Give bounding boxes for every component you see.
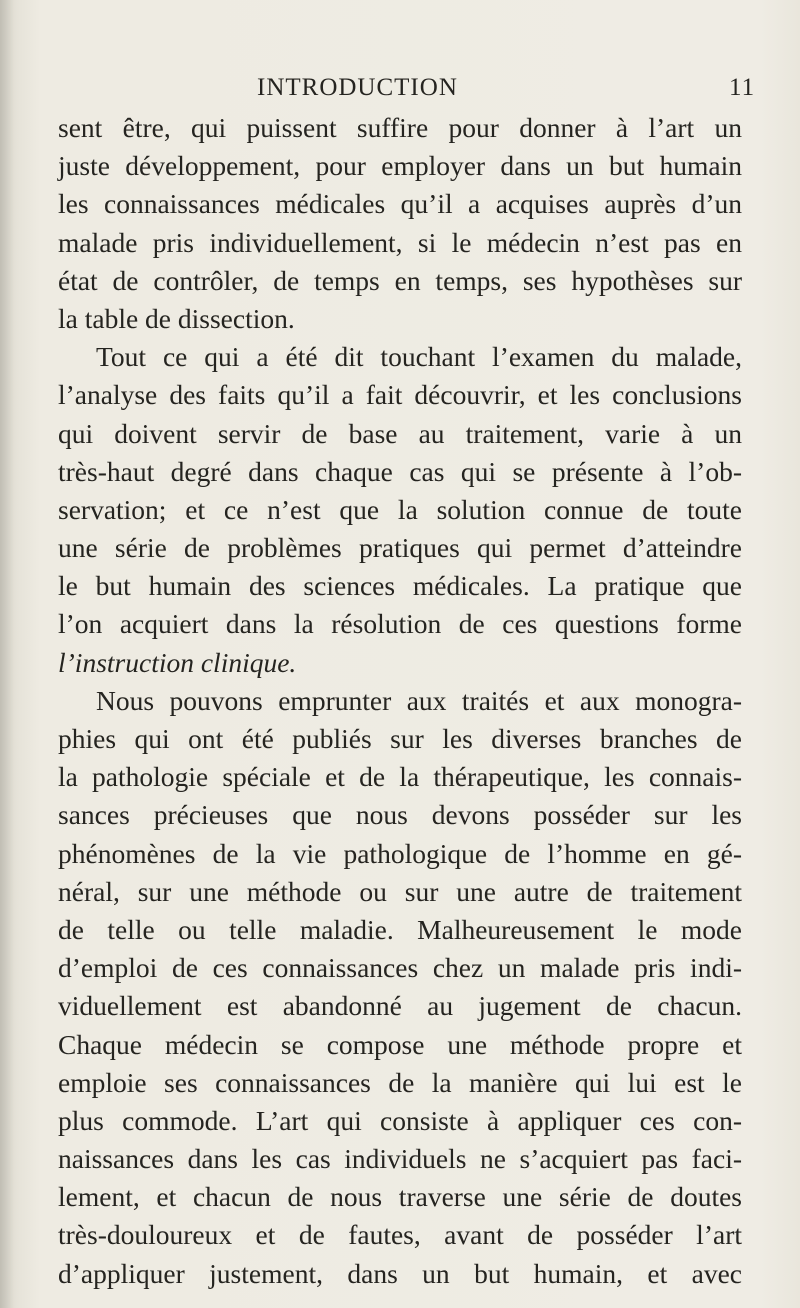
text-line: emploie ses connaissances de la manière qui lui est le bbox=[58, 1066, 742, 1098]
running-head bbox=[0, 74, 800, 110]
text-line: Tout ce qui a été dit touchant l’examen du malade, bbox=[96, 341, 742, 373]
binding-shadow bbox=[0, 0, 14, 1308]
text-line: d’appliquer justement, dans un but humain, et avec bbox=[58, 1257, 742, 1289]
text-line: juste développement, pour employer dans un but humain bbox=[58, 150, 742, 182]
text-line-italic: l’instruction clinique. bbox=[58, 646, 297, 678]
text-line: état de contrôler, de temps en temps, ses hypothèses sur bbox=[58, 264, 742, 296]
text-line: très-haut degré dans chaque cas qui se présente à l’ob- bbox=[58, 455, 742, 487]
text-line: la table de dissection. bbox=[58, 302, 295, 334]
text-line: servation; et ce n’est que la solution connue de toute bbox=[58, 493, 742, 525]
text-line: de telle ou telle maladie. Malheureusement le mode bbox=[58, 913, 742, 945]
text-line: très-douloureux et de fautes, avant de posséder l’art bbox=[58, 1219, 742, 1251]
paragraph bbox=[58, 682, 742, 1293]
text-line: les connaissances médicales qu’il a acquises auprès d’un bbox=[58, 188, 742, 220]
page-number: 11 bbox=[729, 74, 756, 101]
text-line: l’analyse des faits qu’il a fait découvrir, et les conclusions bbox=[58, 379, 742, 411]
text-line: sent être, qui puissent suffire pour donner à l’art un bbox=[58, 112, 742, 143]
paragraph bbox=[58, 109, 742, 338]
text-line: phénomènes de la vie pathologique de l’homme en gé- bbox=[58, 837, 742, 869]
text-line: sances précieuses que nous devons posséder sur les bbox=[58, 799, 742, 831]
text-line: le but humain des sciences médicales. La pratique que bbox=[58, 570, 742, 602]
text-line: lement, et chacun de nous traverse une série de doutes bbox=[58, 1181, 742, 1213]
body-text bbox=[58, 109, 742, 1293]
text-line: qui doivent servir de base au traitement, varie à un bbox=[58, 417, 742, 449]
text-line: Chaque médecin se compose une méthode propre et bbox=[58, 1028, 742, 1060]
text-line: plus commode. L’art qui consiste à appliquer ces con- bbox=[58, 1104, 742, 1136]
text-line: une série de problèmes pratiques qui permet d’atteindre bbox=[58, 532, 742, 564]
text-line: naissances dans les cas individuels ne s’acquiert pas faci- bbox=[58, 1143, 742, 1175]
running-head-title: INTRODUCTION bbox=[257, 74, 458, 101]
text-line: viduellement est abandonné au jugement de chacun. bbox=[58, 990, 742, 1022]
text-line: Nous pouvons emprunter aux traités et aux monogra- bbox=[96, 684, 742, 716]
paragraph bbox=[58, 338, 742, 682]
text-line: l’on acquiert dans la résolution de ces questions forme bbox=[58, 608, 742, 640]
text-line: la pathologie spéciale et de la thérapeutique, les connais- bbox=[58, 761, 742, 793]
text-line: d’emploi de ces connaissances chez un malade pris indi- bbox=[58, 952, 742, 984]
text-line: phies qui ont été publiés sur les diverses branches de bbox=[58, 723, 742, 754]
text-line: néral, sur une méthode ou sur une autre de traitement bbox=[58, 875, 742, 907]
text-line: malade pris individuellement, si le médecin n’est pas en bbox=[58, 226, 742, 258]
